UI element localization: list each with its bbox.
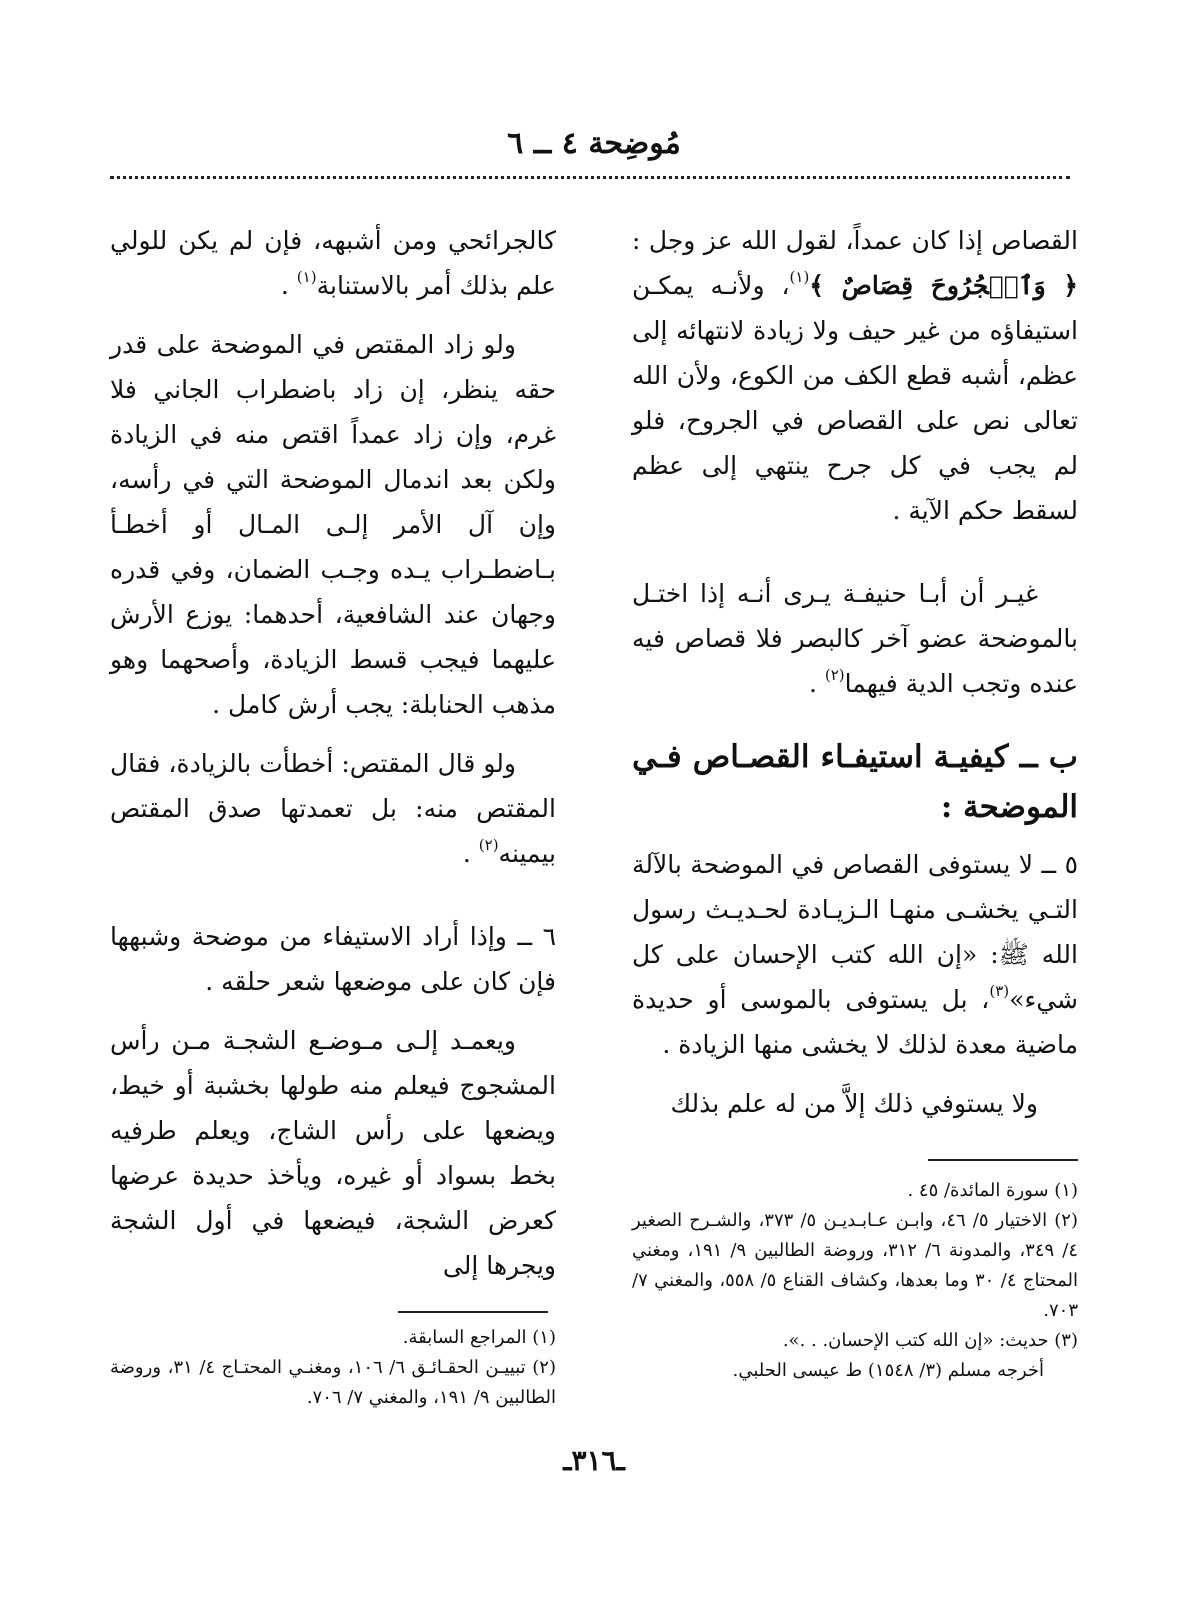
footnote-ref: (٣) (989, 982, 1010, 1000)
running-title: مُوضِحة ٤ ــ ٦ (507, 126, 681, 161)
footnotes-right (632, 1176, 1078, 1386)
paragraph-text: غيـر أن أبـا حنيفـة يـرى أنـه إذا اختـل بالموضحة عضو آخر كالبصر فلا قصاص فيه عنده وتجب الدية فيهما (632, 579, 1078, 698)
paragraph-text: ٥ ــ لا يستوفى القصاص في الموضحة بالآلة التـي يخشـى منهـا الـزيـادة لحـديـث رسول الله ﷺ: «إن الله كتب الإحسان على كل شيء» (632, 850, 1078, 1014)
footnote-rule-right (928, 1159, 1078, 1161)
page-number: ـ٣١٦ـ (563, 1444, 625, 1477)
footnotes-left (110, 1323, 556, 1413)
left-paragraph-3 (110, 741, 556, 876)
punctuation: . (280, 271, 297, 300)
paragraph-text: ، ولأنـه يمكـن استيفاؤه من غير حيف ولا زيادة لانتهائه إلى عظم، أشبه قطع الكف من الكوع، ولأن الله تعالى نص على القصاص في الجروح، فلو لم يجب في كل جرح ينتهي إلى عظم لسقط حكم الآية . (632, 271, 1078, 525)
paragraph-text: ، بل يستوفى بالموسى أو حديدة ماضية معدة لذلك لا يخشى منها الزيادة . (632, 985, 1078, 1059)
paragraph-text: القصاص إذا كان عمداً، لقول الله عز وجل : (632, 226, 1078, 255)
footnote-item: (٢) الاختيار ٥/ ٤٦، وابـن عـابـديـن ٥/ ٣٧٣، والشـرح الصغير ٤/ ٣٤٩، والمدونة ٦/ ٣١٢، وروضة الطالبين ٩/ ١٩١، ومغني المحتاج ٤/ ٣٠ وما بعدها، وكشاف القناع ٥/ ٥٥٨، والمغني ٧/ ٧٠٣. (632, 1210, 1078, 1321)
footnote-item: (٢) تبييـن الحقـائـق ٦/ ١٠٦، ومغنـي المحتـاج ٤/ ٣١، وروضة الطالبين ٩/ ١٩١، والمغني ٧/ ٧٠٦. (110, 1357, 556, 1408)
right-paragraph-1 (632, 218, 1078, 533)
footnote-ref: (١) (789, 268, 810, 286)
footnote-item: (١) سورة المائدة/ ٤٥ . (907, 1180, 1078, 1201)
left-paragraph-2: ولو زاد المقتص في الموضحة على قدر حقه ينظر، إن زاد باضطراب الجاني فلا غرم، وإن زاد عمداً اقتص منه في الزيادة ولكن بعد اندمال الموضحة التي في رأسه، وإن آل الأمر إلـى المـال أو أخطـأ بـاضطـراب يـده وجـب الضمان، وفي قدره وجهان عند الشافعية، أحدهما: يوزع الأرش عليهما فيجب قسط الزيادة، وأصحهما وهو مذهب الحنابلة: يجب أرش كامل . (110, 330, 556, 719)
paragraph-text: ولو قال المقتص: أخطأت بالزيادة، فقال المقتص منه: بل تعمدتها صدق المقتص بيمينه (110, 749, 556, 868)
left-paragraph-1 (110, 218, 556, 308)
left-column (110, 218, 556, 1302)
footnote-rule-left (398, 1311, 548, 1313)
right-paragraph-4: ولا يستوفي ذلك إلاَّ من له علم بذلك (670, 1089, 1038, 1118)
footnote-item: (١) المراجع السابقة. (402, 1327, 556, 1348)
footnote-ref: (٢) (478, 836, 499, 854)
header-dotted-rule (110, 176, 1070, 179)
punctuation: . (808, 669, 825, 698)
right-paragraph-2 (632, 571, 1078, 706)
footnote-item: (٣) حديث: «إن الله كتب الإحسان. . .». (782, 1330, 1078, 1351)
paragraph-text: كالجرائحي ومن أشبهه، فإن لم يكن للولي علم بذلك أمر بالاستنابة (110, 226, 556, 300)
right-paragraph-3 (632, 842, 1078, 1067)
quran-verse: ﴿ وَٱلۡجُرُوحَ قِصَاصٌ ﴾ (809, 271, 1078, 300)
footnote-item: أخرجه مسلم (٣/ ١٥٤٨) ط عيسى الحلبي. (732, 1360, 1044, 1381)
left-paragraph-4: ٦ ــ وإذا أراد الاستيفاء من موضحة وشبهها فإن كان على موضعها شعر حلقه . (110, 922, 556, 996)
right-column (632, 218, 1078, 1140)
section-heading: ب ــ كيفيـة استيفـاء القصـاص فـي الموضحة : (632, 739, 1078, 825)
footnote-ref: (١) (296, 268, 317, 286)
left-paragraph-5: ويعمـد إلـى مـوضـع الشجـة مـن رأس المشجوج فيعلم منه طولها بخشبة أو خيط، ويضعها على رأس الشاج، ويعلم طرفيه بخط بسواد أو غيره، ويأخذ حديدة عرضها كعرض الشجة، فيضعها في أول الشجة ويجرها إلى (110, 1026, 556, 1280)
footnote-ref: (٢) (824, 666, 845, 684)
punctuation: . (462, 839, 479, 868)
